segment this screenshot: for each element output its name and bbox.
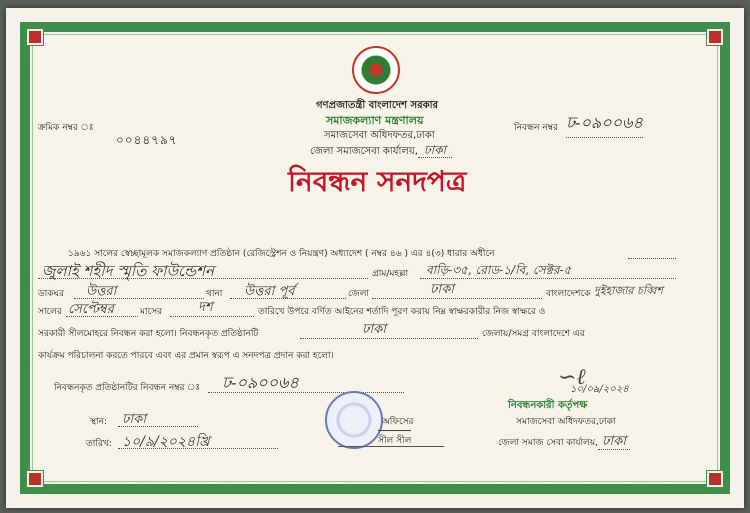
- village-label: গ্রাম/মহল্লা: [372, 269, 409, 279]
- thana-value: উত্তরা পূর্ব: [244, 284, 295, 299]
- body-line-5: সরকারী সীলমোহরে নিবন্ধন করা হলো। নিবন্ধনকৃত প্রতিষ্ঠানটি: [38, 329, 259, 339]
- country-value: দুইহাজার চব্বিশ: [594, 284, 663, 297]
- authority-dept: সমাজসেবা অধিদফতর,ঢাকা: [516, 417, 616, 427]
- village-value: বাড়ি-৩৫, রোড-১/বি, সেক্টর-৫: [426, 263, 572, 277]
- authority-title: নিবন্ধনকারী কর্তৃপক্ষ: [508, 400, 588, 411]
- authority-office-value: ঢাকা: [598, 434, 630, 450]
- district-office-label: জেলা সমাজসেবা কার্যালয়,: [310, 146, 418, 157]
- department-name: সমাজসেবা অধিদফতর,ঢাকা: [324, 130, 435, 141]
- registration-number-top: ঢ-০৯০০৬৪: [566, 110, 643, 138]
- month-value: সেপ্টেম্বর: [68, 302, 114, 317]
- body-line-6: কার্যক্রম পরিচালনা করতে পারবে এবং এর প্রমান স্বরূপ এ সনদপত্র প্রদান করা হলো।: [38, 351, 334, 361]
- government-emblem-icon: [352, 46, 400, 94]
- authority-office-label: জেলা সমাজ সেবা কার্যালয়,: [498, 438, 598, 448]
- place-value: ঢাকা: [122, 412, 146, 427]
- corner-ornament: [707, 29, 723, 45]
- body-line-1: ১৯৬১ সালের স্বেচ্ছামূলক সমাজকল্যাণ প্রতিষ্ঠান (রেজিস্ট্রেশন ও নিয়ন্ত্রণ) অধ্যাদেশ ( নম্বর ৪৬ ) এর ৪(৩) ধারার অধীনে: [68, 249, 495, 259]
- district-value: ঢাকা: [430, 282, 454, 297]
- signature-mark-icon: ∽ℓ: [558, 365, 586, 390]
- thana-label: থানা: [206, 289, 223, 299]
- ministry-name: সমাজকল্যাণ মন্ত্রণালয়: [326, 114, 424, 127]
- certificate-page: [6, 8, 744, 508]
- post-label: ডাকঘর: [38, 289, 65, 299]
- certificate-title: নিবন্ধন সনদপত্র: [288, 165, 467, 198]
- registration-label-top: নিবন্ধন নম্বর: [514, 123, 558, 133]
- certificate-content: [38, 38, 688, 478]
- place-label: স্থান:: [90, 417, 107, 427]
- day-value: দশ: [198, 300, 213, 315]
- registration-number-bottom: ঢ-০৯০০৬৪: [222, 373, 299, 392]
- district-office-value: ঢাকা: [418, 143, 452, 158]
- serial-number: ০০৪৪৭৯৭: [116, 133, 178, 147]
- seal-line-2: সীল সীল: [378, 430, 411, 448]
- date-value: ১০/৯/২০২৪খ্রি: [122, 434, 210, 450]
- area-value: ঢাকা: [362, 322, 386, 337]
- country-label: বাংলাদেশকে: [546, 289, 591, 299]
- seal-line-1: অফিসের: [382, 417, 414, 427]
- body-line-4: তারিখে উপরে বর্ণিত আইনের শর্তাদি পূরণ করায় নিম্ন স্বাক্ষরকারীর নিজ স্বাক্ষরে ও: [258, 307, 546, 317]
- year-label: সালের: [38, 307, 62, 317]
- gov-name: গণপ্রজাতন্ত্রী বাংলাদেশ সরকার: [316, 100, 438, 111]
- month-label: মাসের: [140, 307, 163, 317]
- post-value: উত্তরা: [86, 284, 117, 299]
- corner-ornament: [707, 471, 723, 487]
- official-seal-icon: [325, 391, 383, 449]
- district-label: জেলা: [348, 289, 370, 299]
- date-label: তারিখ:: [86, 439, 112, 449]
- organization-name: জুলাই শহীদ স্মৃতি ফাউন্ডেশন: [42, 262, 214, 280]
- signature-date: ১০/০৯/২০২৪: [570, 384, 629, 395]
- registration-label-bottom: নিবন্ধনকৃত প্রতিষ্ঠানটির নিবন্ধন নম্বর ঃ: [54, 383, 201, 393]
- area-label: জেলায়/সমগ্র বাংলাদেশে এর: [482, 329, 585, 339]
- serial-label: ক্রমিক নম্বর ঃ: [38, 123, 94, 133]
